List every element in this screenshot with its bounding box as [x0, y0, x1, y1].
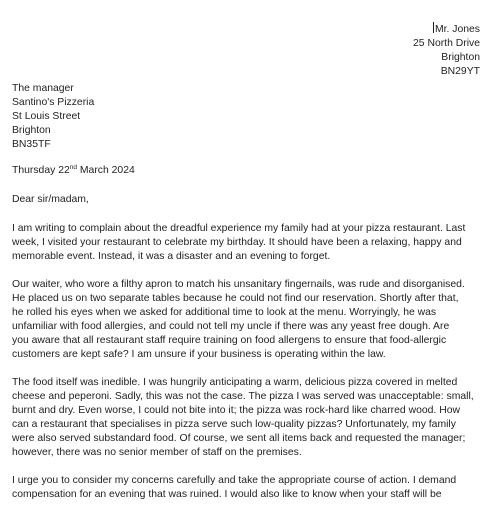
body-line: cheese and peperoni. Sadly, this was not the case. The pizza I was served was unacceptable: small,	[12, 391, 474, 402]
date-month-year: March 2024	[77, 165, 135, 176]
body-line: customers are kept safe? I am unsure if your business is operating within the law.	[12, 349, 386, 360]
recipient-title: The manager	[12, 83, 74, 94]
paragraph-food	[12, 376, 488, 460]
body-line: compensation for an evening that was ruined. I would also like to know when your staff will be	[12, 489, 442, 500]
body-line: He placed us on two separate tables because he could not find our reservation. Shortly after that,	[12, 293, 459, 304]
paragraph-demand	[12, 474, 488, 502]
date-day: Thursday 22	[12, 165, 70, 176]
sender-street: 25 North Drive	[413, 38, 480, 49]
paragraph-waiter	[12, 278, 488, 362]
body-line: Our waiter, who wore a filthy apron to match his unsanitary fingernails, was rude and disorganised.	[12, 279, 465, 290]
body-line: unfamiliar with food allergies, and could not tell my uncle if there was any yeast free dough. Are	[12, 321, 450, 332]
recipient-business: Santino's Pizzeria	[12, 97, 95, 108]
letter-body	[12, 222, 488, 516]
text-cursor	[433, 22, 434, 33]
paragraph-intro	[12, 222, 488, 264]
body-line: burnt and dry. Even worse, I could not bite into it; the pizza was rock-hard like charred wood. How	[12, 405, 460, 416]
recipient-street: St Louis Street	[12, 111, 81, 122]
body-line: you aware that all restaurant staff require training on food allergens to ensure that food-allergic	[12, 335, 447, 346]
body-line: The food itself was inedible. I was hungrily anticipating a warm, delicious pizza covered in melted	[12, 377, 458, 388]
recipient-town: Brighton	[12, 125, 51, 136]
salutation: Dear sir/madam,	[12, 194, 89, 205]
body-line: I urge you to consider my concerns carefully and take the appropriate course of action. I demand	[12, 475, 457, 486]
date-ordinal: nd	[69, 164, 77, 171]
body-line: I am writing to complain about the dreadful experience my family had at your pizza restaurant. Last	[12, 223, 466, 234]
sender-name: Mr. Jones	[434, 24, 480, 35]
body-line: can a restaurant that specialises in pizza serve such low-quality pizzas? Unfortunately, my family	[12, 419, 456, 430]
body-line: week, I visited your restaurant to celebrate my birthday. It should have been a relaxing, happy and	[12, 237, 462, 248]
sender-town: Brighton	[441, 52, 480, 63]
body-line: memorable event. Instead, it was a disaster and an evening to forget.	[12, 251, 331, 262]
sender-address	[413, 22, 480, 79]
recipient-address	[12, 82, 94, 152]
body-line: were also served substandard food. Of course, we sent all items back and requested the manager;	[12, 433, 466, 444]
sender-postcode: BN29YT	[440, 66, 480, 77]
body-line: he rolled his eyes when we asked for additional time to look at the menu. Worryingly, he was	[12, 307, 437, 318]
letter-date	[12, 164, 135, 178]
recipient-postcode: BN35TF	[12, 139, 51, 150]
body-line: however, there was no senior member of staff on the premises.	[12, 447, 302, 458]
sender-name-line	[413, 22, 480, 37]
